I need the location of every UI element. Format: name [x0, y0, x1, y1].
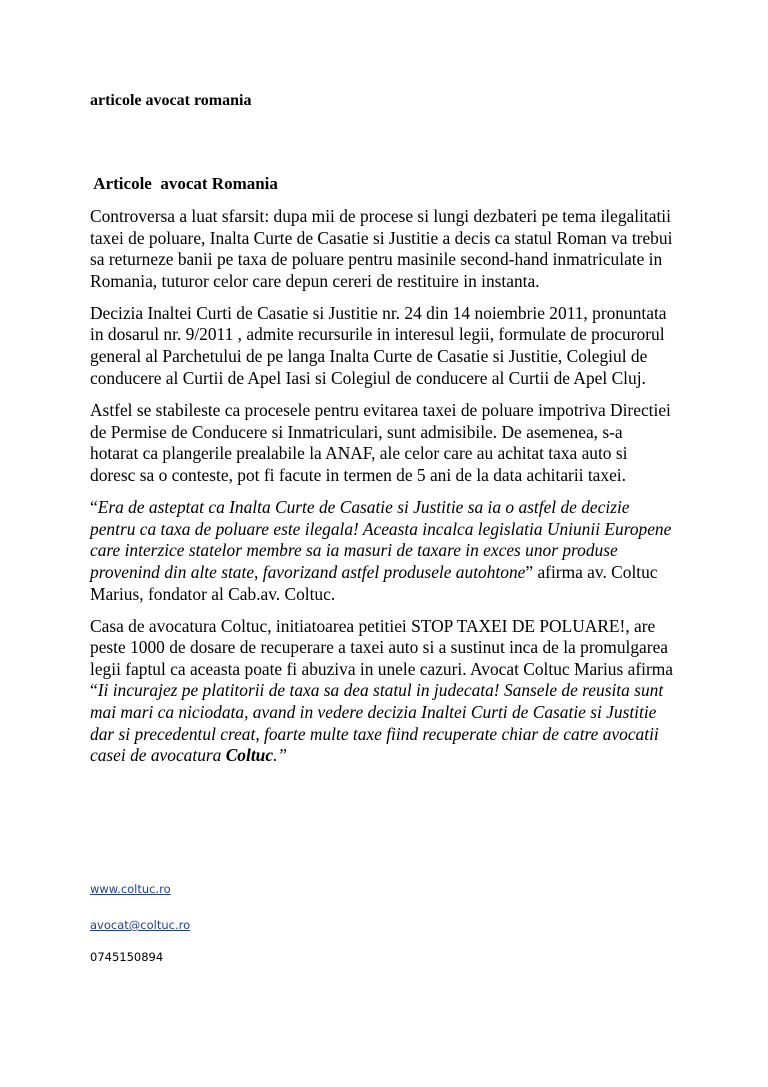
paragraph-5-end: .” — [273, 745, 288, 766]
phone-number: 0745150894 — [90, 950, 164, 964]
paragraph-5-intro: Casa de avocatura Coltuc, initiatoarea petitiei STOP TAXEI DE POLUARE!, are peste 1000 de dosare de recuperare a taxei auto si a sustinut inca de la promulgarea legii faptul ca aceasta poate fi abuziva in unele cazuri. Avocat Coltuc Marius afirma “ — [90, 615, 673, 701]
paragraph-5-bold-name: Coltuc — [225, 745, 274, 766]
quote-open-mark: “ — [90, 497, 98, 518]
paragraph-3: Astfel se stabileste ca procesele pentru evitarea taxei de poluare impotriva Directiei de Permise de Conducere si Inmatriculari, sunt admisibile. De asemenea, s-a hotarat ca plangerile prealabile la ANAF, ale celor care au achitat taxa auto si doresc sa o conteste, pot fi facute in termen de 5 ani de la data achitarii taxei. — [90, 400, 671, 486]
paragraph-5-quote: Ii incurajez pe platitorii de taxa sa dea statul in judecata! Sansele de reusita sunt mai mari ca niciodata, avand in vedere decizia Inaltei Curti de Casatie si Justitie dar si precedentul creat, foarte multe taxe fiind recuperate chiar de catre avocatii casei de avocatura — [90, 680, 664, 766]
paragraph-5 — [90, 616, 675, 767]
paragraph-4 — [90, 497, 675, 605]
header-title: articole avocat romania — [90, 92, 252, 109]
website-link[interactable]: www.coltuc.ro — [90, 882, 171, 896]
paragraph-1: Controversa a luat sfarsit: dupa mii de procese si lungi dezbateri pe tema ilegalitatii taxei de poluare, Inalta Curte de Casatie si Justitie a decis ca statul Roman va trebui sa returneze banii pe taxa de poluare pentru masinile second-hand inmatriculate in Romania, tuturor celor care depun cereri de restituire in instanta. — [90, 206, 673, 291]
article-title: Articole avocat Romania — [90, 174, 278, 193]
paragraph-2: Decizia Inaltei Curti de Casatie si Justitie nr. 24 din 14 noiembrie 2011, pronuntata in dosarul nr. 9/2011 , admite recursurile in interesul legii, formulate de procurorul general al Parchetului de pe langa Inalta Curte de Casatie si Justitie, Colegiul de conducere al Curtii de Apel Iasi si Colegiul de conducere al Curtii de Apel Cluj. — [90, 302, 667, 388]
quote-attribution: ” afirma av. Coltuc Marius, fondator al Cab.av. Coltuc. — [90, 561, 658, 604]
article-body — [90, 206, 675, 777]
email-link[interactable]: avocat@coltuc.ro — [90, 918, 191, 932]
quote-text: Era de asteptat ca Inalta Curte de Casatie si Justitie sa ia o astfel de decizie pentru ca taxa de poluare este ilegala! Aceasta incalca legislatia Uniunii Europene care interzice statelor membre sa ia masuri de taxare in exces unor produse provenind din alte state, favorizand astfel produsele autohtone — [90, 497, 672, 582]
